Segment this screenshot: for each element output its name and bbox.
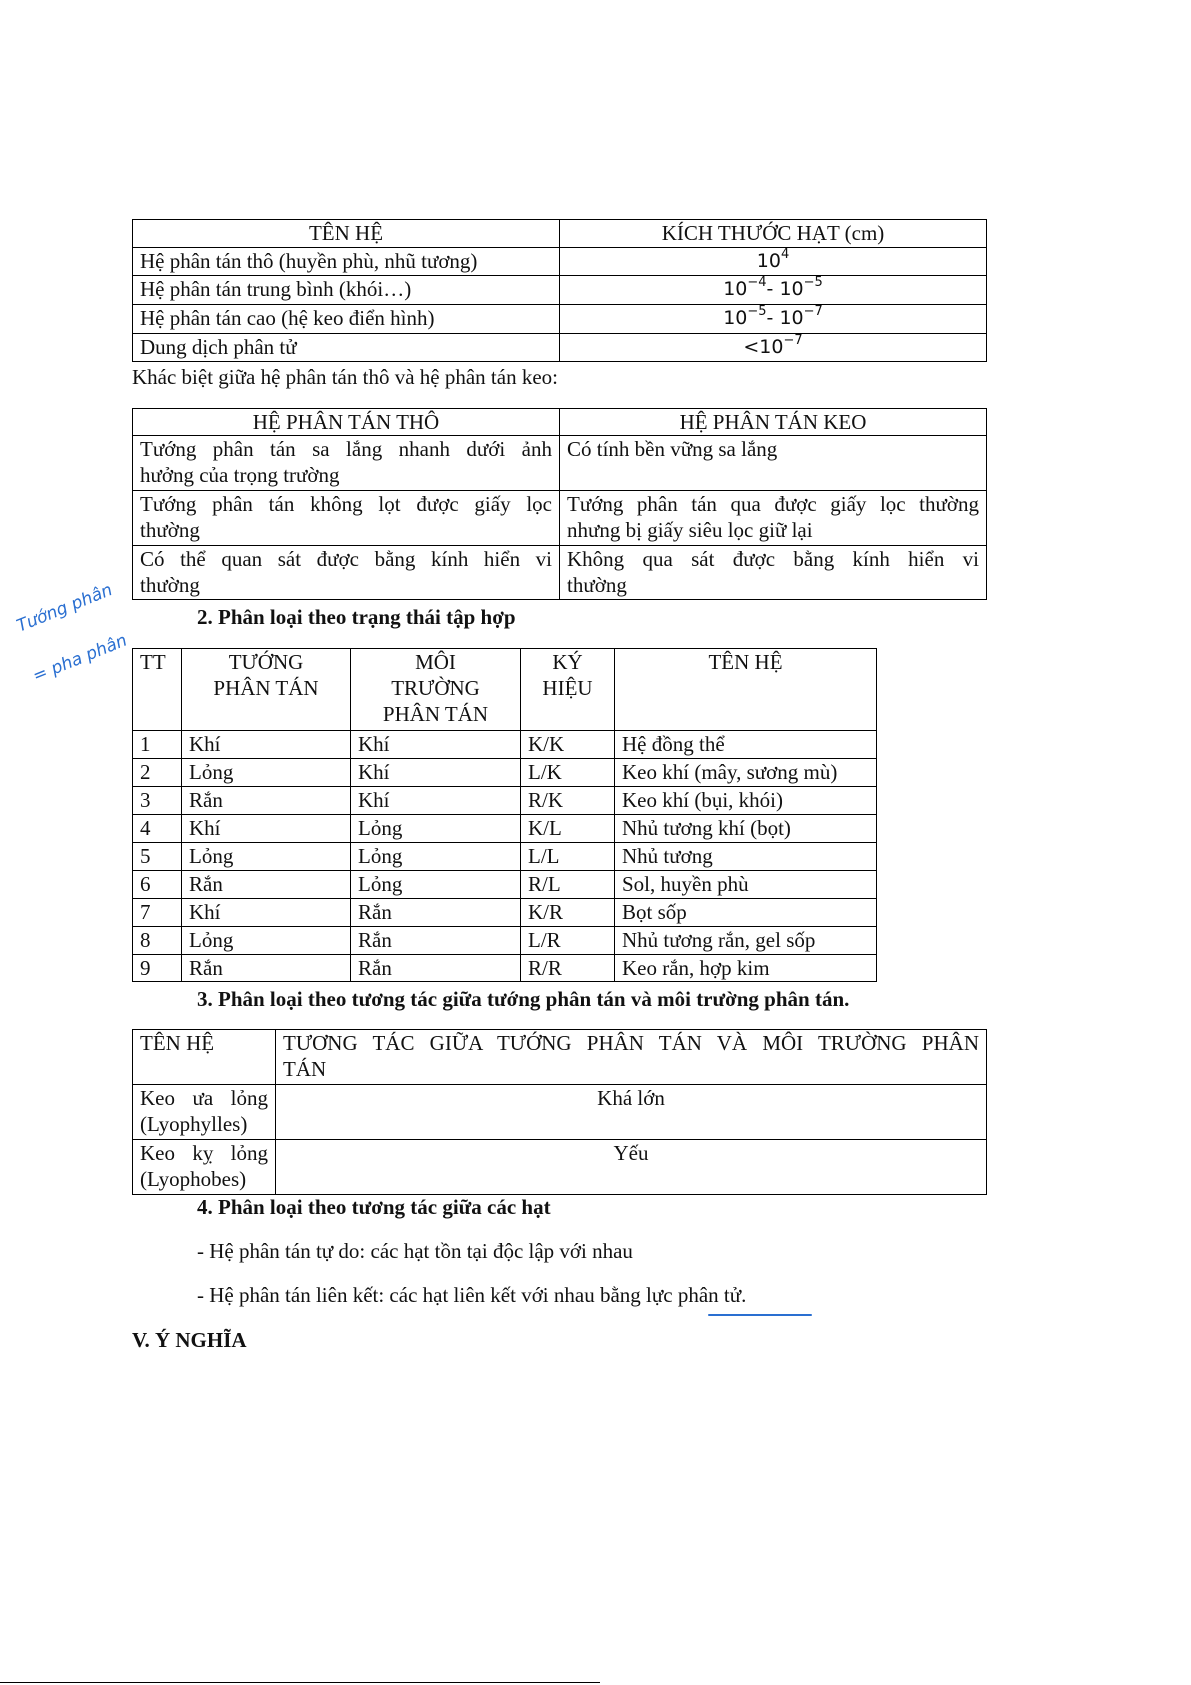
cell-phase: Lỏng [182,759,351,787]
cell-phase: Rắn [182,787,351,815]
cell-phase: Khí [182,815,351,843]
section-3-heading: 3. Phân loại theo tương tác giữa tướng phân tán và môi trường phân tán. [197,987,850,1011]
table-row [133,759,877,787]
table-header-row [133,1030,987,1085]
cell-system: Keo khí (bụi, khói) [615,787,877,815]
coarse-property: Tướng phân tán không lọt được giấy lọc thường [133,491,560,546]
table-header-row [133,409,987,436]
particle-size: $10^{-4}-$ $10^{-5}$ [560,276,987,305]
cell-interaction: Khá lớn [276,1085,987,1140]
cell-system: Keo kỵ lỏng (Lyophobes) [133,1140,276,1195]
header-system-name: TÊN HỆ [615,649,877,731]
cell-phase: Khí [182,731,351,759]
table-row [133,1085,987,1140]
header-dispersed-phase: TƯỚNG PHÂN TÁN [182,649,351,731]
coarse-property: Tướng phân tán sa lắng nhanh dưới ảnh hưởng của trọng trường [133,436,560,491]
cell-system: Keo rắn, hợp kim [615,955,877,982]
section-4-heading: 4. Phân loại theo tương tác giữa các hạt [197,1195,551,1219]
header-symbol: KÝ HIỆU [521,649,615,731]
table-row [133,787,877,815]
cell-index: 6 [133,871,182,899]
cell-symbol: L/R [521,927,615,955]
cell-symbol: K/R [521,899,615,927]
header-particle-size: KÍCH THƯỚC HẠT (cm) [560,220,987,248]
colloid-property: Có tính bền vững sa lắng [560,436,987,491]
table-row [133,815,877,843]
table-row [133,871,877,899]
cell-medium: Khí [351,759,521,787]
system-name: Hệ phân tán cao (hệ keo điển hình) [133,305,560,334]
bullet-bound-dispersion: - Hệ phân tán liên kết: các hạt liên kết với nhau bằng lực phân tử. [197,1283,747,1307]
cell-system: Keo khí (mây, sương mù) [615,759,877,787]
header-dispersion-medium: MÔI TRƯỜNG PHÂN TÁN [351,649,521,731]
table-row [133,1140,987,1195]
system-name: Dung dịch phân tử [133,334,560,362]
cell-interaction: Yếu [276,1140,987,1195]
cell-medium: Rắn [351,927,521,955]
handwritten-note-line2: = pha phân [30,630,131,687]
cell-system: Nhủ tương khí (bọt) [615,815,877,843]
cell-phase: Lỏng [182,843,351,871]
table-row [133,899,877,927]
system-name: Hệ phân tán thô (huyền phù, nhũ tương) [133,248,560,276]
cell-medium: Lỏng [351,843,521,871]
table-row [133,334,987,362]
cell-medium: Khí [351,787,521,815]
handwritten-note-line1: Tướng phân [14,580,116,637]
particle-size: $10^{-5}-$ $10^{-7}$ [560,305,987,334]
table-header-row [133,220,987,248]
handwritten-underline [708,1314,812,1316]
interaction-table [132,1029,987,1195]
header-colloid: HỆ PHÂN TÁN KEO [560,409,987,436]
cell-symbol: K/K [521,731,615,759]
cell-medium: Rắn [351,899,521,927]
aggregate-state-table [132,648,877,982]
table-row [133,436,987,491]
header-interaction: TƯƠNG TÁC GIỮA TƯỚNG PHÂN TÁN VÀ MÔI TRƯỜNG PHÂN TÁN [276,1030,987,1085]
coarse-property: Có thể quan sát được bằng kính hiển vi thường [133,546,560,600]
header-system-name: TÊN HỆ [133,220,560,248]
table-row [133,276,987,305]
cell-index: 3 [133,787,182,815]
cell-system: Sol, huyền phù [615,871,877,899]
cell-medium: Lỏng [351,871,521,899]
particle-size: $10^4$ [560,248,987,276]
cell-system: Bọt sốp [615,899,877,927]
page-bottom-rule [0,1682,600,1683]
cell-index: 7 [133,899,182,927]
cell-system: Hệ đồng thể [615,731,877,759]
table-row [133,248,987,276]
cell-index: 4 [133,815,182,843]
table-header-row [133,649,877,731]
header-index: TT [133,649,182,731]
cell-symbol: K/L [521,815,615,843]
table-row [133,927,877,955]
system-name: Hệ phân tán trung bình (khói…) [133,276,560,305]
cell-symbol: L/L [521,843,615,871]
table-row [133,305,987,334]
cell-phase: Lỏng [182,927,351,955]
bullet-free-dispersion: - Hệ phân tán tự do: các hạt tồn tại độc lập với nhau [197,1239,633,1263]
colloid-property: Tướng phân tán qua được giấy lọc thường nhưng bị giấy siêu lọc giữ lại [560,491,987,546]
header-system-name: TÊN HỆ [133,1030,276,1085]
particle-size-table [132,219,987,362]
cell-medium: Lỏng [351,815,521,843]
cell-medium: Khí [351,731,521,759]
particle-size: $<10^{-7}$ [560,334,987,362]
cell-system: Nhủ tương [615,843,877,871]
cell-index: 8 [133,927,182,955]
cell-phase: Rắn [182,955,351,982]
cell-index: 5 [133,843,182,871]
cell-symbol: R/L [521,871,615,899]
table-row [133,491,987,546]
cell-system: Nhủ tương rắn, gel sốp [615,927,877,955]
table-row [133,546,987,600]
cell-symbol: R/K [521,787,615,815]
header-coarse: HỆ PHÂN TÁN THÔ [133,409,560,436]
cell-symbol: R/R [521,955,615,982]
cell-medium: Rắn [351,955,521,982]
difference-table [132,408,987,600]
table-row [133,955,877,982]
cell-system: Keo ưa lỏng (Lyophylles) [133,1085,276,1140]
cell-symbol: L/K [521,759,615,787]
cell-index: 1 [133,731,182,759]
cell-index: 2 [133,759,182,787]
table-row [133,731,877,759]
section-5-heading: V. Ý NGHĨA [132,1328,247,1352]
section-2-heading: 2. Phân loại theo trạng thái tập hợp [197,605,516,629]
colloid-property: Không qua sát được bằng kính hiển vi thường [560,546,987,600]
cell-phase: Khí [182,899,351,927]
difference-intro: Khác biệt giữa hệ phân tán thô và hệ phân tán keo: [132,365,558,389]
cell-phase: Rắn [182,871,351,899]
table-row [133,843,877,871]
cell-index: 9 [133,955,182,982]
